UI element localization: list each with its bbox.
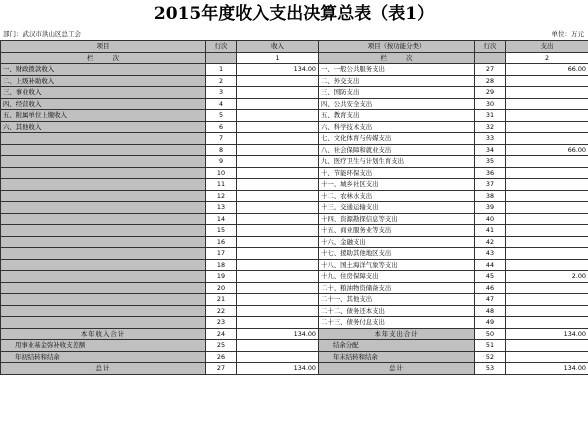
- income-item-label: [1, 156, 206, 168]
- expense-value: [506, 190, 588, 202]
- income-total-value: 134.00: [237, 328, 319, 340]
- expense-item-label: 十七、援助其他地区支出: [319, 248, 475, 260]
- income-value: [237, 75, 319, 87]
- table-row: [1, 144, 588, 156]
- income-value: [237, 156, 319, 168]
- report-title: 2015年度收入支出决算总表（表1）: [153, 4, 435, 24]
- expense-item-label: 二十三、债务付息支出: [319, 317, 475, 329]
- expense-item-label: 八、社会保障和就业支出: [319, 144, 475, 156]
- income-item-label: [1, 167, 206, 179]
- income-value: [237, 248, 319, 260]
- table-row: [1, 156, 588, 168]
- income-total-label: 本年收入合计: [1, 328, 206, 340]
- expense-value: [506, 167, 588, 179]
- table-row: [1, 64, 588, 76]
- income-row-no: 19: [206, 271, 237, 283]
- expense-value: [506, 156, 588, 168]
- expense-row-no: 36: [475, 167, 506, 179]
- income-row-no: 11: [206, 179, 237, 191]
- income-item-label: 三、事业收入: [1, 87, 206, 99]
- table-row: [1, 75, 588, 87]
- expense-row-no: 41: [475, 225, 506, 237]
- income-row-no: 2: [206, 75, 237, 87]
- income-row-no: 18: [206, 259, 237, 271]
- table-row: [1, 271, 588, 283]
- income-item-label: [1, 225, 206, 237]
- reserve-value: [237, 340, 319, 352]
- expense-row-no: 28: [475, 75, 506, 87]
- expense-row-no: 45: [475, 271, 506, 283]
- income-item-label: [1, 144, 206, 156]
- table-row: [1, 305, 588, 317]
- subheader-col-no: 1: [237, 52, 319, 64]
- unit-label: 单位：万元: [551, 30, 584, 38]
- table-row: [1, 236, 588, 248]
- income-row-no: 16: [206, 236, 237, 248]
- income-value: [237, 144, 319, 156]
- table-row: [1, 294, 588, 306]
- income-item-label: [1, 271, 206, 283]
- expense-value: [506, 294, 588, 306]
- income-value: [237, 225, 319, 237]
- expense-row-no: 34: [475, 144, 506, 156]
- income-value: [237, 133, 319, 145]
- reserve-label: 用事业基金弥补收支差额: [1, 340, 206, 352]
- income-item-label: [1, 248, 206, 260]
- expense-value: [506, 121, 588, 133]
- income-total-row: [1, 328, 588, 340]
- header-income: 收入: [237, 41, 319, 53]
- expense-item-label: 六、科学技术支出: [319, 121, 475, 133]
- expense-row-no: 27: [475, 64, 506, 76]
- expense-item-label: 十一、城乡社区支出: [319, 179, 475, 191]
- header-exp-item: 项目（按功能分类）: [319, 41, 475, 53]
- distribution-label: 结余分配: [319, 340, 475, 352]
- expense-row-no: 42: [475, 236, 506, 248]
- expense-value: [506, 87, 588, 99]
- income-row-no: 22: [206, 305, 237, 317]
- subheader-row: [1, 52, 588, 64]
- expense-value: [506, 225, 588, 237]
- expense-row-no: 46: [475, 282, 506, 294]
- expense-item-label: 二、外交支出: [319, 75, 475, 87]
- income-value: [237, 282, 319, 294]
- income-row-no: 13: [206, 202, 237, 214]
- expense-item-label: 四、公共安全支出: [319, 98, 475, 110]
- income-value: [237, 213, 319, 225]
- exp-total-label: 本年支出合计: [319, 328, 475, 340]
- begin-balance-no: 26: [206, 351, 237, 363]
- income-value: [237, 271, 319, 283]
- income-item-label: [1, 305, 206, 317]
- expense-row-no: 37: [475, 179, 506, 191]
- expense-row-no: 39: [475, 202, 506, 214]
- income-value: [237, 87, 319, 99]
- income-value: [237, 190, 319, 202]
- table-row: [1, 225, 588, 237]
- expense-item-label: 五、教育支出: [319, 110, 475, 122]
- expense-item-label: 二十、粮油物资储备支出: [319, 282, 475, 294]
- expense-value: [506, 110, 588, 122]
- header-row-no-2: 行次: [475, 41, 506, 53]
- table-row: [1, 202, 588, 214]
- expense-item-label: 一、一般公共服务支出: [319, 64, 475, 76]
- expense-item-label: 十二、农林水支出: [319, 190, 475, 202]
- expense-value: [506, 317, 588, 329]
- grand-total-no: 27: [206, 363, 237, 375]
- income-value: [237, 121, 319, 133]
- exp-total-no: 50: [475, 328, 506, 340]
- expense-row-no: 32: [475, 121, 506, 133]
- expense-value: [506, 202, 588, 214]
- expense-item-label: 二十二、债务还本支出: [319, 305, 475, 317]
- expense-row-no: 43: [475, 248, 506, 260]
- grand-total-label: 总计: [1, 363, 206, 375]
- table-row: [1, 248, 588, 260]
- header-row: [1, 41, 588, 53]
- income-item-label: 六、其他收入: [1, 121, 206, 133]
- reserve-row: [1, 340, 588, 352]
- income-value: [237, 98, 319, 110]
- expense-value: [506, 98, 588, 110]
- income-value: [237, 202, 319, 214]
- subheader-col-name-2: 栏 次: [319, 52, 475, 64]
- header-row-no: 行次: [206, 41, 237, 53]
- table-row: [1, 167, 588, 179]
- income-row-no: 8: [206, 144, 237, 156]
- expense-value: [506, 75, 588, 87]
- income-row-no: 21: [206, 294, 237, 306]
- income-item-label: 四、经营收入: [1, 98, 206, 110]
- income-item-label: [1, 133, 206, 145]
- grand-total-value-2: 134.00: [506, 363, 588, 375]
- expense-row-no: 33: [475, 133, 506, 145]
- grand-total-value: 134.00: [237, 363, 319, 375]
- end-balance-value: [506, 351, 588, 363]
- income-item-label: [1, 236, 206, 248]
- expense-row-no: 30: [475, 98, 506, 110]
- income-row-no: 10: [206, 167, 237, 179]
- income-row-no: 7: [206, 133, 237, 145]
- income-item-label: 一、财政拨款收入: [1, 64, 206, 76]
- begin-balance-value: [237, 351, 319, 363]
- income-row-no: 9: [206, 156, 237, 168]
- header-item: 项目: [1, 41, 206, 53]
- budget-table: [0, 40, 588, 375]
- end-balance-label: 年末结转和结余: [319, 351, 475, 363]
- expense-row-no: 38: [475, 190, 506, 202]
- subheader-col-no-2: 2: [506, 52, 588, 64]
- table-row: [1, 98, 588, 110]
- income-item-label: [1, 294, 206, 306]
- expense-value: [506, 213, 588, 225]
- expense-row-no: 48: [475, 305, 506, 317]
- income-item-label: [1, 213, 206, 225]
- end-balance-no: 52: [475, 351, 506, 363]
- expense-value: [506, 282, 588, 294]
- expense-value: [506, 248, 588, 260]
- income-item-label: [1, 282, 206, 294]
- expense-row-no: 35: [475, 156, 506, 168]
- expense-value: 2.00: [506, 271, 588, 283]
- expense-item-label: 十五、商业服务业等支出: [319, 225, 475, 237]
- distribution-no: 51: [475, 340, 506, 352]
- income-value: [237, 294, 319, 306]
- income-row-no: 17: [206, 248, 237, 260]
- grand-total-row: [1, 363, 588, 375]
- expense-item-label: 九、医疗卫生与计划生育支出: [319, 156, 475, 168]
- expense-item-label: 三、国防支出: [319, 87, 475, 99]
- income-value: 134.00: [237, 64, 319, 76]
- exp-total-value: 134.00: [506, 328, 588, 340]
- income-item-label: 二、上级补助收入: [1, 75, 206, 87]
- subheader-blank-2: [475, 52, 506, 64]
- expense-item-label: 十八、国土海洋气象等支出: [319, 259, 475, 271]
- department-label: 部门：武汉市洪山区总工会: [3, 30, 81, 38]
- expense-value: [506, 305, 588, 317]
- income-row-no: 23: [206, 317, 237, 329]
- expense-value: [506, 259, 588, 271]
- subheader-col-name: 栏 次: [1, 52, 206, 64]
- income-row-no: 5: [206, 110, 237, 122]
- expense-row-no: 29: [475, 87, 506, 99]
- income-value: [237, 305, 319, 317]
- table-row: [1, 179, 588, 191]
- income-item-label: [1, 179, 206, 191]
- table-row: [1, 87, 588, 99]
- expense-item-label: 十九、住房保障支出: [319, 271, 475, 283]
- income-item-label: [1, 317, 206, 329]
- begin-balance-label: 年初结转和结余: [1, 351, 206, 363]
- income-item-label: [1, 202, 206, 214]
- expense-value: [506, 179, 588, 191]
- income-row-no: 20: [206, 282, 237, 294]
- table-row: [1, 317, 588, 329]
- subheader-blank: [206, 52, 237, 64]
- income-row-no: 14: [206, 213, 237, 225]
- income-value: [237, 110, 319, 122]
- expense-value: 66.00: [506, 144, 588, 156]
- table-row: [1, 213, 588, 225]
- income-value: [237, 236, 319, 248]
- income-value: [237, 179, 319, 191]
- income-item-label: 五、附属单位上缴收入: [1, 110, 206, 122]
- table-row: [1, 110, 588, 122]
- table-row: [1, 121, 588, 133]
- income-total-no: 24: [206, 328, 237, 340]
- header-expenditure: 支出: [506, 41, 588, 53]
- grand-total-no-2: 53: [475, 363, 506, 375]
- distribution-value: [506, 340, 588, 352]
- income-row-no: 15: [206, 225, 237, 237]
- income-value: [237, 167, 319, 179]
- table-row: [1, 133, 588, 145]
- income-item-label: [1, 190, 206, 202]
- income-row-no: 1: [206, 64, 237, 76]
- expense-value: 66.00: [506, 64, 588, 76]
- reserve-no: 25: [206, 340, 237, 352]
- table-row: [1, 190, 588, 202]
- expense-row-no: 40: [475, 213, 506, 225]
- expense-row-no: 49: [475, 317, 506, 329]
- expense-item-label: 十、节能环保支出: [319, 167, 475, 179]
- income-row-no: 6: [206, 121, 237, 133]
- expense-row-no: 31: [475, 110, 506, 122]
- expense-item-label: 十六、金融支出: [319, 236, 475, 248]
- expense-row-no: 44: [475, 259, 506, 271]
- income-value: [237, 259, 319, 271]
- expense-value: [506, 236, 588, 248]
- expense-item-label: 十四、资源勘探信息等支出: [319, 213, 475, 225]
- expense-row-no: 47: [475, 294, 506, 306]
- income-item-label: [1, 259, 206, 271]
- income-value: [237, 317, 319, 329]
- expense-item-label: 二十一、其他支出: [319, 294, 475, 306]
- carryover-row: [1, 351, 588, 363]
- expense-item-label: 七、文化体育与传媒支出: [319, 133, 475, 145]
- expense-value: [506, 133, 588, 145]
- income-row-no: 3: [206, 87, 237, 99]
- expense-item-label: 十三、交通运输支出: [319, 202, 475, 214]
- table-row: [1, 259, 588, 271]
- income-row-no: 12: [206, 190, 237, 202]
- table-row: [1, 282, 588, 294]
- grand-total-label-2: 总计: [319, 363, 475, 375]
- income-row-no: 4: [206, 98, 237, 110]
